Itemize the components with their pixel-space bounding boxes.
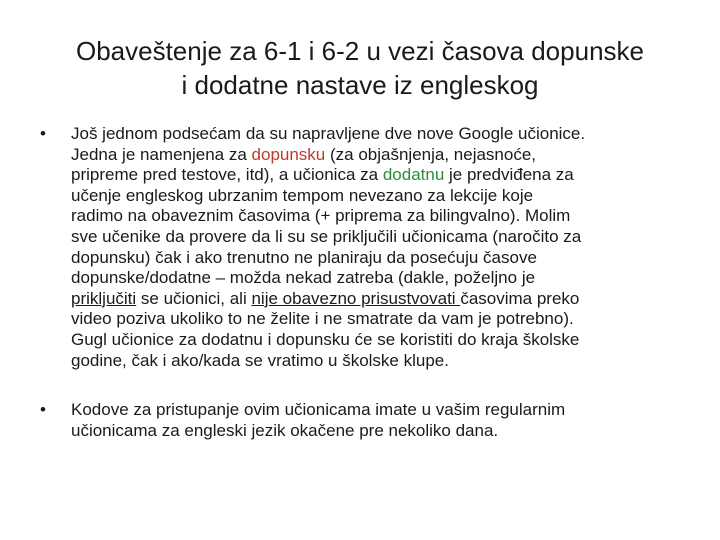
bullet1-line-3 bbox=[71, 165, 690, 186]
bullet1-line-1: Još jednom podsećam da su napravljene dve nove Google učionice. bbox=[71, 124, 586, 143]
bullet1-line-4: učenje engleskog ubrzanim tempom nevezano za lekcije koje bbox=[71, 185, 534, 205]
bullet1-line-2 bbox=[71, 145, 690, 166]
bullet-item-1 bbox=[30, 124, 690, 371]
bullet2-line-2: učionicama za engleski jezik okačene pre nekoliko dana. bbox=[71, 420, 499, 440]
bullet-marker: • bbox=[40, 124, 46, 143]
dopunsku-highlight: dopunsku bbox=[251, 144, 326, 164]
text-segment: časovima preko bbox=[460, 288, 580, 308]
underlined-prikljuciti: priključiti bbox=[71, 288, 137, 308]
bullet-marker: • bbox=[40, 400, 46, 420]
bullet-item-2 bbox=[30, 400, 690, 441]
slide-title bbox=[30, 34, 690, 102]
text-segment: (za objašnjenja, nejasnoće, bbox=[325, 144, 537, 164]
text-segment: Jedna je namenjena za bbox=[71, 144, 252, 164]
text-segment: je predviđena za bbox=[444, 165, 574, 185]
bullet1-line-8: dopunske/dodatne – možda nekad zatreba (dakle, poželjno je bbox=[71, 268, 536, 288]
title-line-2: i dodatne nastave iz engleskog bbox=[181, 70, 539, 100]
bullet1-line-12: godine, čak i ako/kada se vratimo u školske klupe. bbox=[71, 350, 449, 370]
text-segment: se učionici, ali bbox=[136, 288, 252, 308]
slide-content bbox=[30, 124, 690, 441]
bullet2-line-1: Kodove za pristupanje ovim učionicama imate u vašim regularnim bbox=[71, 400, 566, 420]
title-line-1: Obaveštenje za 6-1 i 6-2 u vezi časova dopunske bbox=[75, 36, 644, 66]
bullet1-line-9 bbox=[71, 289, 690, 310]
bullet1-line-10: video poziva ukoliko to ne želite i ne smatrate da vam je potrebno). bbox=[71, 309, 574, 329]
bullet1-line-7: dopunsku) čak i ako trenutno ne planiraju da posećuju časove bbox=[71, 247, 537, 267]
bullet1-line-11: Gugl učionice za dodatnu i dopunsku će se koristiti do kraja školske bbox=[71, 329, 580, 349]
text-segment: pripreme pred testove, itd), a učionica za bbox=[71, 165, 383, 185]
bullet1-line-6: sve učenike da provere da li su se priključili učionicama (naročito za bbox=[71, 226, 582, 246]
dodatnu-highlight: dodatnu bbox=[382, 165, 445, 185]
underlined-nije-obavezno: nije obavezno prisustvovati bbox=[251, 288, 461, 308]
bullet1-line-5: radimo na obaveznim časovima (+ priprema za bilingvalno). Molim bbox=[71, 206, 571, 226]
